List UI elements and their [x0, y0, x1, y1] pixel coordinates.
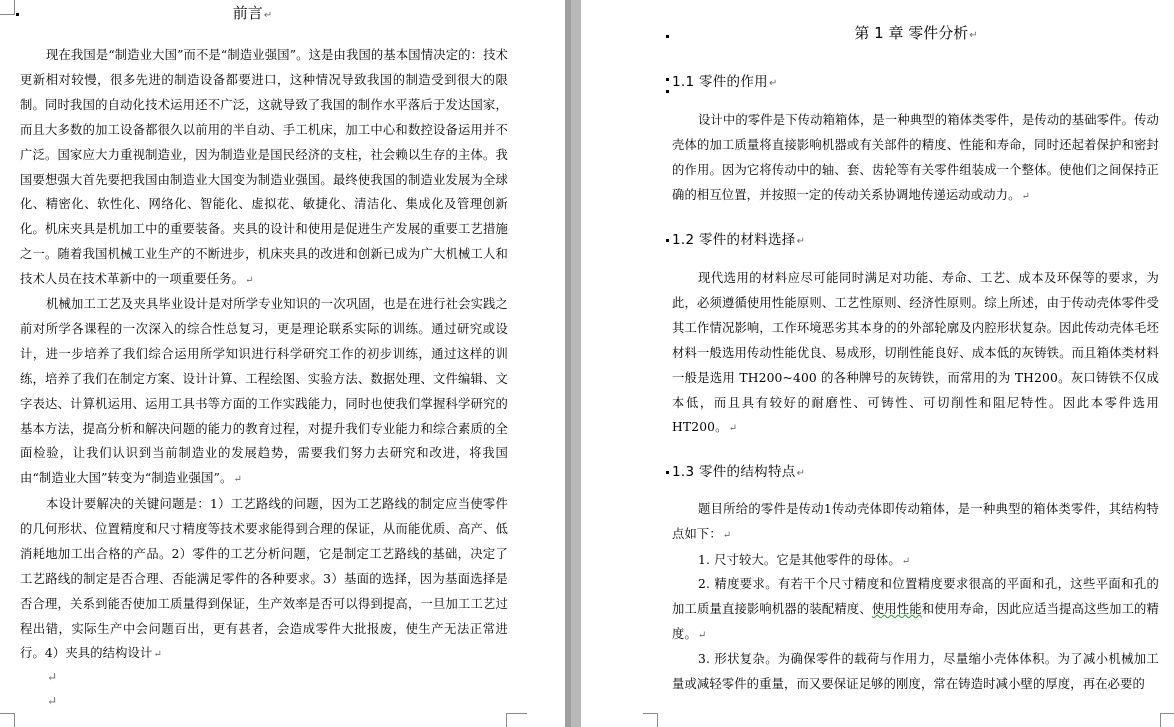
- paragraph-marker: [666, 239, 669, 242]
- section-text-1-1: 设计中的零件是下传动箱箱体，是一种典型的箱体类零件，是传动的基础零件。传动壳体的加工质量将直接影响机器或有关部件的精度、性能和寿命，同时还起着保护和密封的作用。因为它将传动中的轴、套、齿轮等有关零件组装成一个整体。使他们之间保持正确的相互位置，并按照一定的传动关系协调地传递运动或动力。↵: [672, 113, 1159, 202]
- paragraph-marker: [666, 35, 669, 38]
- list-item-2: 2. 精度要求。有若干个尺寸精度和位置精度要求很高的平面和孔，这些平面和孔的加工质量直接影响机器的装配精度、使用性能和使用寿命，因此应适当提高这些加工的精度。↵: [672, 577, 1159, 641]
- crop-mark: [0, 713, 15, 727]
- section-heading-1-1: 1.1 零件的作用↵: [672, 74, 778, 90]
- section-heading-1-2: 1.2 零件的材料选择↵: [672, 232, 806, 248]
- empty-paragraph: ↵: [47, 694, 58, 708]
- crop-mark: [506, 713, 527, 727]
- preface-paragraph-1: 现在我国是“制造业大国”而不是“制造业强国”。这是由我国的基本国情决定的：技术更新相对较慢，很多先进的制造设备都要进口，这种情况导致我国的制造受到很大的限制。同时我国的自动化技术运用还不广泛，这就导致了我国的制作水平落后于发达国家，而且大多数的加工设备都很久以前用的半自动、手工机床，加工中心和数控设备运用并不广泛。国家应大力重视制造业，因为制造业是国民经济的支柱，社会赖以生存的主体。我国要想强大首先要把我国由制造业大国变为制造业强国。最终使我国的制造业发展为全球化、精密化、软性化、网络化、智能化、虚拟花、敏捷化、清洁化、集成化及管理创新化。机床夹具是机加工中的重要装备。夹具的设计和使用是促进生产发展的重要工艺措施之一。随着我国机械工业生产的不断进步，机床夹具的改进和创新已成为广大机械工人和技术人员在技术革新中的一项重要任务。↵: [20, 48, 508, 287]
- chapter-title: 第 1 章 零件分析↵: [854, 24, 978, 42]
- list-item-3: 3. 形状复杂。为确保零件的载荷与作用力，尽量缩小壳体体积。为了减小机械加工量或减轻零件的重量，而又要保证足够的刚度，常在铸造时减小壁的厚度，再在必要的: [672, 652, 1159, 691]
- document-page-left: [0, 0, 565, 727]
- preface-title: 前言↵: [232, 4, 273, 22]
- paragraph-marker: [666, 471, 669, 474]
- list-item-1: 1. 尺寸较大。它是其他零件的母体。↵: [698, 553, 911, 567]
- section-text-1-3: 题目所给的零件是传动1传动壳体即传动箱体，是一种典型的箱体类零件，其结构特点如下：↵: [672, 502, 1159, 541]
- paragraph-marker: [666, 78, 669, 81]
- crop-mark: [643, 713, 658, 727]
- crop-mark: [1160, 713, 1174, 727]
- document-page-right: [581, 0, 1174, 727]
- paragraph-marker: [666, 90, 669, 93]
- section-heading-1-3: 1.3 零件的结构特点↵: [672, 464, 806, 480]
- preface-paragraph-3: 本设计要解决的关键问题是：1）工艺路线的问题，因为工艺路线的制定应当使零件的几何形状、位置精度和尺寸精度等技术要求能得到合理的保证，从而能优质、高产、低消耗地加工出合格的产品。2）零件的工艺分析问题，它是制定工艺路线的基础，决定了工艺路线的制定是否合理、否能满足零件的各种要求。3）基面的选择，因为基面选择是否合理，关系到能否使加工质量得到保证，生产效率是否可以得到提高，一旦加工工艺过程出错，实际生产中会问题百出，更有甚者，会造成零件大批报废，使生产无法正常进行。4）夹具的结构设计↵: [20, 497, 508, 661]
- preface-paragraph-2: 机械加工工艺及夹具毕业设计是对所学专业知识的一次巩固，也是在进行社会实践之前对所学各课程的一次深入的综合性总复习，更是理论联系实际的训练。通过研究或设计，进一步培养了我们综合运用所学知识进行科学研究工作的初步训练，通过这样的训练，培养了我们在制定方案、设计计算、工程绘图、实验方法、数据处理、文件编辑、文字表达、计算机运用、运用工具书等方面的工作实践能力，同时也使我们掌握科学研究的基本方法，提高分析和解决问题的能力的教育过程，对提升我们专业能力和综合素质的全面检验，让我们认识到当前制造业的发展趋势，需要我们努力去研究和改进，将我国由“制造业大国”转变为“制造业强国”。↵: [20, 297, 508, 486]
- page-gap: [571, 0, 581, 727]
- spelling-flag: 使用性能: [871, 601, 922, 616]
- section-text-1-2: 现代选用的材料应尽可能同时满足对功能、寿命、工艺、成本及环保等的要求，为此，必须遵循使用性能原则、工艺性原则、经济性原则。综上所述，由于传动壳体零件受其工作情况影响，工作环境恶劣其本身的的外部轮廓及内腔形状复杂。因此传动壳体毛坯材料一般选用传动性能优良、易成形，切削性能良好、成本低的灰铸铁。而且箱体类材料一般是选用 TH200~400 的各种牌号的灰铸铁，而常用的为 TH200。灰口铸铁不仅成本低，而且具有较好的耐磨性、可铸性、可切削性和阻尼特性。因此本零件选用HT200。↵: [672, 271, 1159, 435]
- empty-paragraph: ↵: [47, 670, 58, 684]
